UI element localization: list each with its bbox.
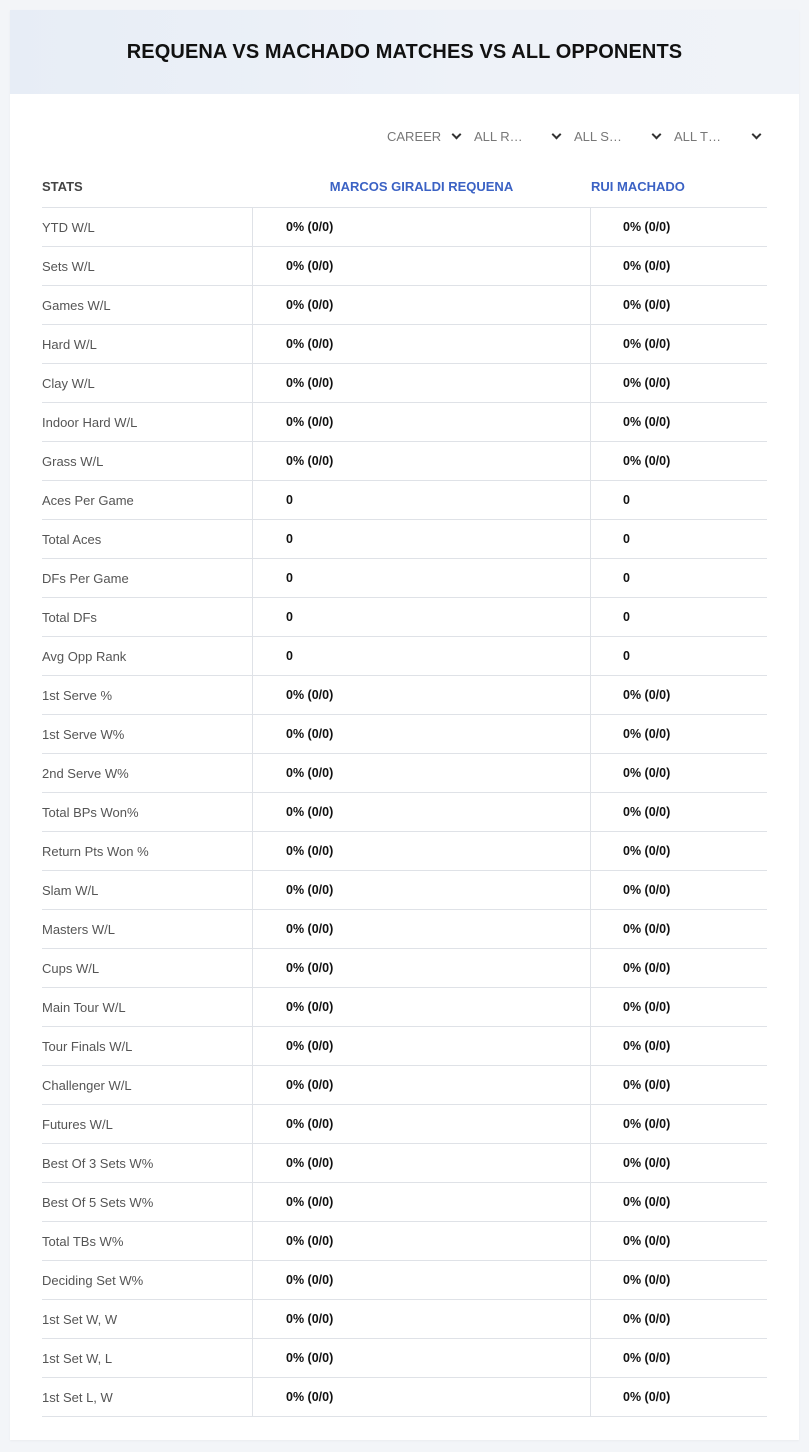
player2-stat-value: 0% (0/0): [623, 688, 671, 702]
stat-label: Return Pts Won %: [42, 843, 149, 859]
table-row: [42, 520, 767, 559]
player1-stat-value: 0% (0/0): [252, 832, 591, 870]
stats-column-header: STATS: [42, 178, 83, 194]
chevron-down-icon: [752, 129, 762, 139]
player2-stat-value: 0% (0/0): [623, 1156, 671, 1170]
stat-label: 1st Serve %: [42, 687, 113, 703]
player2-stat-value: 0% (0/0): [623, 961, 671, 975]
player1-stat-value: 0: [252, 598, 591, 636]
stat-label: 2nd Serve W%: [42, 765, 129, 781]
player2-stat-value: 0% (0/0): [623, 376, 671, 390]
filter-surface-value: ALL S…: [574, 128, 622, 144]
filter-tournament-select[interactable]: [666, 126, 766, 146]
filter-surface-select[interactable]: [566, 126, 666, 146]
stats-table: [42, 165, 767, 1417]
stat-label: 1st Set W, W: [42, 1311, 118, 1327]
filter-tournament-value: ALL T…: [674, 128, 721, 144]
player1-stat-value: 0: [252, 559, 591, 597]
table-row: [42, 1066, 767, 1105]
table-row: [42, 442, 767, 481]
stat-label: Clay W/L: [42, 375, 95, 391]
player2-stat-value: 0% (0/0): [623, 415, 671, 429]
table-row: [42, 481, 767, 520]
player1-stat-value: 0% (0/0): [252, 676, 591, 714]
stat-label: Masters W/L: [42, 921, 115, 937]
stat-label: Hard W/L: [42, 336, 97, 352]
player1-link[interactable]: MARCOS GIRALDI REQUENA: [329, 178, 514, 194]
player1-stat-value: 0% (0/0): [252, 208, 591, 246]
player1-stat-value: 0% (0/0): [252, 871, 591, 909]
player2-stat-value: 0: [623, 532, 630, 546]
table-row: [42, 793, 767, 832]
stat-label: Indoor Hard W/L: [42, 414, 138, 430]
player2-stat-value: 0% (0/0): [623, 1117, 671, 1131]
stat-label: Futures W/L: [42, 1116, 113, 1132]
stat-label: Sets W/L: [42, 258, 95, 274]
table-row: [42, 208, 767, 247]
player2-stat-value: 0% (0/0): [623, 298, 671, 312]
table-row: [42, 832, 767, 871]
stat-label: YTD W/L: [42, 219, 95, 235]
table-header-row: [42, 165, 767, 208]
player1-stat-value: 0% (0/0): [252, 715, 591, 753]
table-row: [42, 559, 767, 598]
table-row: [42, 247, 767, 286]
player1-stat-value: 0% (0/0): [252, 247, 591, 285]
table-row: [42, 364, 767, 403]
player2-stat-value: 0% (0/0): [623, 1000, 671, 1014]
player2-stat-value: 0% (0/0): [623, 1195, 671, 1209]
player1-stat-value: 0% (0/0): [252, 403, 591, 441]
stat-label: Grass W/L: [42, 453, 104, 469]
table-row: [42, 754, 767, 793]
player1-stat-value: 0% (0/0): [252, 793, 591, 831]
player1-stat-value: 0% (0/0): [252, 1066, 591, 1104]
player2-stat-value: 0% (0/0): [623, 883, 671, 897]
table-row: [42, 286, 767, 325]
player1-stat-value: 0: [252, 520, 591, 558]
player1-stat-value: 0% (0/0): [252, 1105, 591, 1143]
table-row: [42, 1261, 767, 1300]
table-row: [42, 1222, 767, 1261]
stat-label: 1st Serve W%: [42, 726, 125, 742]
filter-bar: [371, 126, 766, 146]
stat-label: Tour Finals W/L: [42, 1038, 133, 1054]
table-row: [42, 1378, 767, 1417]
stat-label: Main Tour W/L: [42, 999, 126, 1015]
player2-stat-value: 0% (0/0): [623, 805, 671, 819]
stat-label: Total Aces: [42, 531, 102, 547]
player2-stat-value: 0: [623, 649, 630, 663]
stat-label: Aces Per Game: [42, 492, 134, 508]
table-row: [42, 910, 767, 949]
filter-round-select[interactable]: [466, 126, 566, 146]
player1-stat-value: 0% (0/0): [252, 1300, 591, 1338]
player2-stat-value: 0: [623, 610, 630, 624]
player1-stat-value: 0% (0/0): [252, 442, 591, 480]
player2-stat-value: 0% (0/0): [623, 1312, 671, 1326]
player2-stat-value: 0% (0/0): [623, 1039, 671, 1053]
stat-label: Total DFs: [42, 609, 97, 625]
table-row: [42, 871, 767, 910]
stat-label: DFs Per Game: [42, 570, 129, 586]
filter-period-value: CAREER: [387, 128, 442, 144]
table-row: [42, 598, 767, 637]
table-row: [42, 715, 767, 754]
player1-stat-value: 0% (0/0): [252, 1183, 591, 1221]
player1-stat-value: 0% (0/0): [252, 364, 591, 402]
stat-label: Cups W/L: [42, 960, 100, 976]
table-row: [42, 325, 767, 364]
stat-label: Avg Opp Rank: [42, 648, 127, 664]
player1-stat-value: 0% (0/0): [252, 1144, 591, 1182]
player2-stat-value: 0% (0/0): [623, 1234, 671, 1248]
filter-round-value: ALL R…: [474, 128, 523, 144]
player2-stat-value: 0: [623, 571, 630, 585]
stats-card: [10, 10, 799, 1440]
player1-stat-value: 0% (0/0): [252, 1027, 591, 1065]
page-title: REQUENA VS MACHADO MATCHES VS ALL OPPONENTS: [126, 40, 683, 63]
stat-label: Total TBs W%: [42, 1233, 124, 1249]
player2-stat-value: 0% (0/0): [623, 1078, 671, 1092]
stat-label: Deciding Set W%: [42, 1272, 144, 1288]
player2-stat-value: 0% (0/0): [623, 337, 671, 351]
stat-label: Best Of 5 Sets W%: [42, 1194, 154, 1210]
table-row: [42, 1027, 767, 1066]
player1-stat-value: 0% (0/0): [252, 910, 591, 948]
player1-stat-value: 0% (0/0): [252, 1339, 591, 1377]
table-row: [42, 1144, 767, 1183]
stat-label: Challenger W/L: [42, 1077, 132, 1093]
player2-stat-value: 0% (0/0): [623, 1390, 671, 1404]
stat-label: Slam W/L: [42, 882, 99, 898]
table-row: [42, 1183, 767, 1222]
filter-period-select[interactable]: [371, 126, 466, 146]
player1-stat-value: 0: [252, 637, 591, 675]
table-body: [42, 208, 767, 1417]
stat-label: Games W/L: [42, 297, 111, 313]
player2-stat-value: 0% (0/0): [623, 844, 671, 858]
player1-stat-value: 0% (0/0): [252, 1222, 591, 1260]
player2-stat-value: 0% (0/0): [623, 727, 671, 741]
table-row: [42, 988, 767, 1027]
player1-stat-value: 0% (0/0): [252, 286, 591, 324]
table-row: [42, 637, 767, 676]
card-header: [10, 10, 799, 94]
table-row: [42, 676, 767, 715]
player2-link[interactable]: RUI MACHADO: [591, 178, 685, 194]
chevron-down-icon: [652, 129, 662, 139]
player2-stat-value: 0% (0/0): [623, 1351, 671, 1365]
stat-label: Best Of 3 Sets W%: [42, 1155, 154, 1171]
player1-stat-value: 0: [252, 481, 591, 519]
player2-stat-value: 0% (0/0): [623, 922, 671, 936]
stat-label: 1st Set L, W: [42, 1389, 113, 1405]
player2-stat-value: 0% (0/0): [623, 454, 671, 468]
player1-stat-value: 0% (0/0): [252, 949, 591, 987]
stat-label: Total BPs Won%: [42, 804, 139, 820]
player1-stat-value: 0% (0/0): [252, 325, 591, 363]
stat-label: 1st Set W, L: [42, 1350, 113, 1366]
table-row: [42, 1339, 767, 1378]
player2-stat-value: 0% (0/0): [623, 220, 671, 234]
player1-stat-value: 0% (0/0): [252, 754, 591, 792]
table-row: [42, 1105, 767, 1144]
player2-stat-value: 0% (0/0): [623, 259, 671, 273]
chevron-down-icon: [552, 129, 562, 139]
chevron-down-icon: [452, 129, 462, 139]
table-row: [42, 949, 767, 988]
player2-stat-value: 0% (0/0): [623, 1273, 671, 1287]
table-row: [42, 1300, 767, 1339]
player1-stat-value: 0% (0/0): [252, 988, 591, 1026]
player2-stat-value: 0: [623, 493, 630, 507]
player2-stat-value: 0% (0/0): [623, 766, 671, 780]
player1-stat-value: 0% (0/0): [252, 1378, 591, 1416]
table-row: [42, 403, 767, 442]
player1-stat-value: 0% (0/0): [252, 1261, 591, 1299]
